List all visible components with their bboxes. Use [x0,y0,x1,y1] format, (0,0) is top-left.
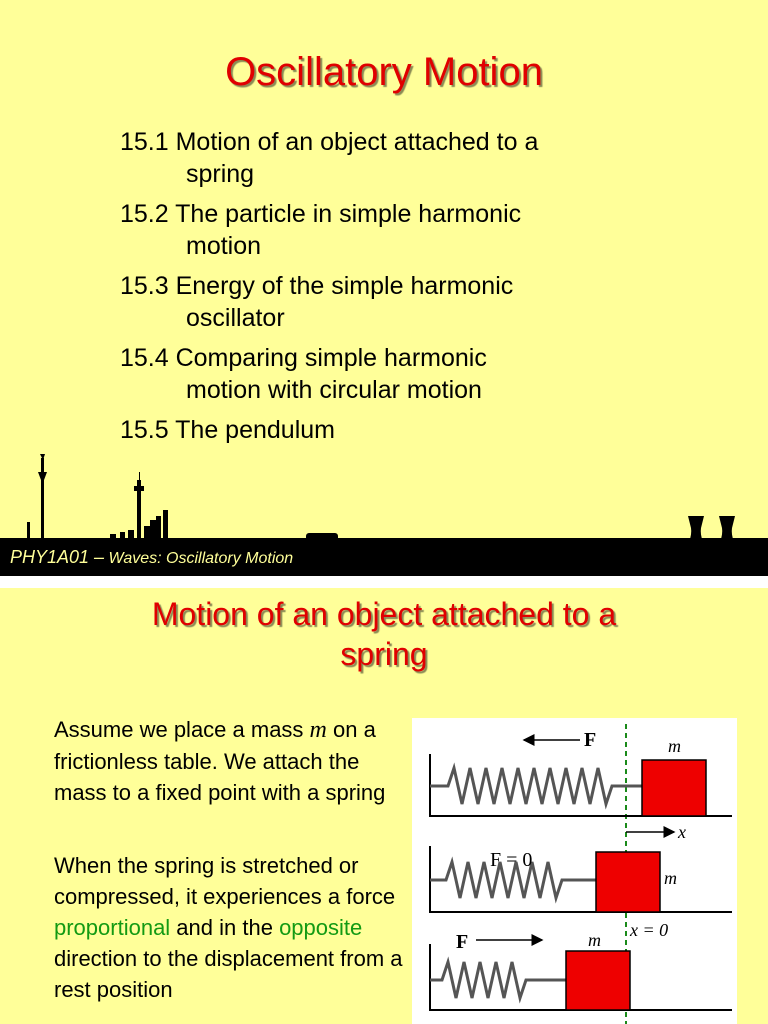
toc-line: 15.5 The pendulum [120,416,335,444]
label-F: F [584,729,597,751]
toc-line: 15.2 The particle in simple harmonic [120,200,522,228]
text-run: and in the [170,915,280,940]
spring-compressed [430,962,566,998]
spring-stretched [430,768,642,804]
label-m: m [668,736,681,756]
list-item [120,126,538,190]
toc-line-continued: oscillator [186,304,285,332]
label-m: m [588,930,601,950]
symbol-m: m [309,717,327,743]
text-run: Assume we place a mass [54,717,310,742]
paragraph-assumption [54,714,404,808]
toc-line: 15.4 Comparing simple harmonic [120,344,487,372]
slide-spring-motion [0,588,768,1024]
toc-line-continued: spring [186,160,255,188]
label-F-equals-0: F = 0 [490,849,533,871]
label-m: m [664,868,677,888]
label-F: F [456,931,469,953]
slide-title [0,594,768,674]
list-item [120,270,538,334]
label-x-equals-0: x = 0 [630,920,669,940]
text-run: direction to the displacement from a rest position [54,946,403,1002]
emphasis-opposite: opposite [279,915,363,940]
toc-line-continued: motion [186,232,262,260]
toc-line: 15.3 Energy of the simple harmonic [120,272,514,300]
emphasis-proportional: proportional [54,915,171,940]
mass-block [566,951,630,1010]
mass-block [642,760,706,816]
title-line: Motion of an object attached to a [151,596,617,632]
list-item [120,414,538,446]
text-run: When the spring is stretched or compressed, it experiences a force [54,853,396,909]
slide-separator [0,576,768,588]
list-item [120,198,538,262]
paragraph-force [54,850,404,1005]
mass-block [596,852,660,912]
list-item [120,342,538,406]
toc-line: 15.1 Motion of an object attached to a [120,128,539,156]
slide-footer [0,540,768,576]
text-run: on a frictionless table. We attach the mass to a fixed point with a spring [54,717,386,805]
footer-subtitle: Waves: Oscillatory Motion [108,550,294,567]
course-code: PHY1A01 – [10,547,105,567]
toc-line-continued: motion with circular motion [186,376,482,404]
spring-diagram [412,718,737,1024]
slide-title: Oscillatory Motion [225,50,543,94]
title-line: spring [340,636,428,672]
city-skyline-icon [0,450,768,542]
spring-mass-figure [412,718,737,1024]
table-of-contents [120,126,538,454]
label-x: x [678,822,686,842]
